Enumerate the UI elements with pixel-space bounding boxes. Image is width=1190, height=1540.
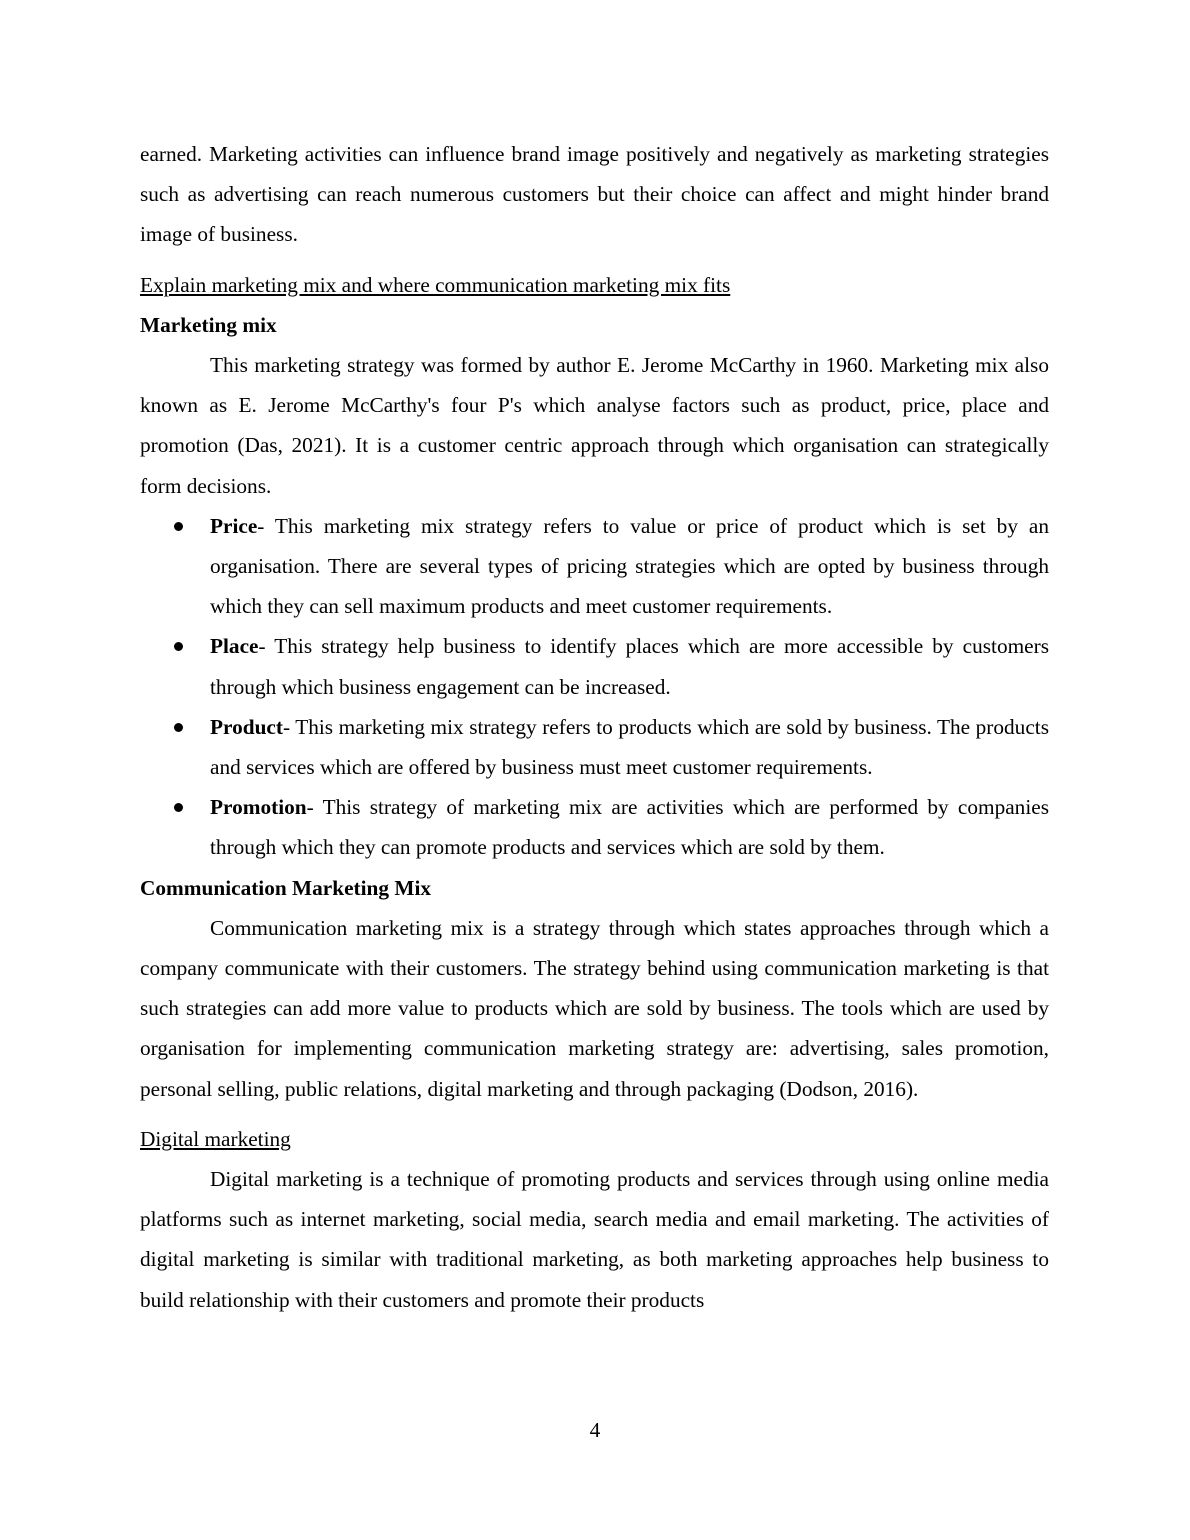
page-number: 4 <box>589 1418 601 1442</box>
bullet-text: - This strategy of marketing mix are activities which are performed by companies through which they can promote products and services which are sold by them. <box>210 795 1049 860</box>
bullet-text: - This marketing mix strategy refers to value or price of product which is set by an organisation. There are several types of pricing strategies which are opted by business through which they can sell maximum products and meet customer requirements. <box>210 513 1049 619</box>
page-content <box>140 134 1049 1320</box>
list-item-price <box>140 506 1049 627</box>
bullet-term: Place <box>210 634 259 659</box>
bullet-icon <box>174 723 183 732</box>
bullet-icon <box>174 522 183 531</box>
marketing-mix-heading: Marketing mix <box>140 312 277 337</box>
bullet-text: - This marketing mix strategy refers to products which are sold by business. The products and services which are offered by business must meet customer requirements. <box>210 714 1049 780</box>
bullet-term: Price <box>210 513 258 538</box>
bullet-term: Product <box>210 714 283 739</box>
list-item-promotion <box>140 787 1049 867</box>
communication-mix-heading: Communication Marketing Mix <box>140 875 432 900</box>
section-heading: Explain marketing mix and where communication marketing mix fits <box>140 272 731 297</box>
bullet-text: - This strategy help business to identify places which are more accessible by customers through which business engagement can be increased. <box>210 634 1049 699</box>
communication-mix-paragraph: Communication marketing mix is a strategy through which states approaches through which a company communicate with their customers. The strategy behind using communication marketing is that such strategies can add more value to products which are sold by business. The tools which are used by organisation for implementing communication marketing strategy are: advertising, sales promotion, personal selling, public relations, digital marketing and through packaging (Dodson, 2016). <box>140 915 1049 1101</box>
four-ps-list <box>140 506 1049 868</box>
digital-marketing-heading: Digital marketing <box>140 1126 291 1151</box>
list-item-place <box>140 626 1049 706</box>
bullet-icon <box>174 642 183 651</box>
intro-paragraph: earned. Marketing activities can influence brand image positively and negatively as marketing strategies such as advertising can reach numerous customers but their choice can affect and might hinder brand image of business. <box>140 142 1049 247</box>
list-item-product <box>140 707 1049 787</box>
bullet-term: Promotion <box>210 795 307 820</box>
marketing-mix-paragraph: This marketing strategy was formed by author E. Jerome McCarthy in 1960. Marketing mix also known as E. Jerome McCarthy's four P's which analyse factors such as product, price, place and promotion (Das, 2021). It is a customer centric approach through which organisation can strategically form decisions. <box>140 353 1049 498</box>
bullet-icon <box>174 803 183 812</box>
digital-marketing-paragraph: Digital marketing is a technique of promoting products and services through using online media platforms such as internet marketing, social media, search media and email marketing. The activities of digital marketing is similar with traditional marketing, as both marketing approaches help business to build relationship with their customers and promote their products <box>140 1167 1049 1312</box>
